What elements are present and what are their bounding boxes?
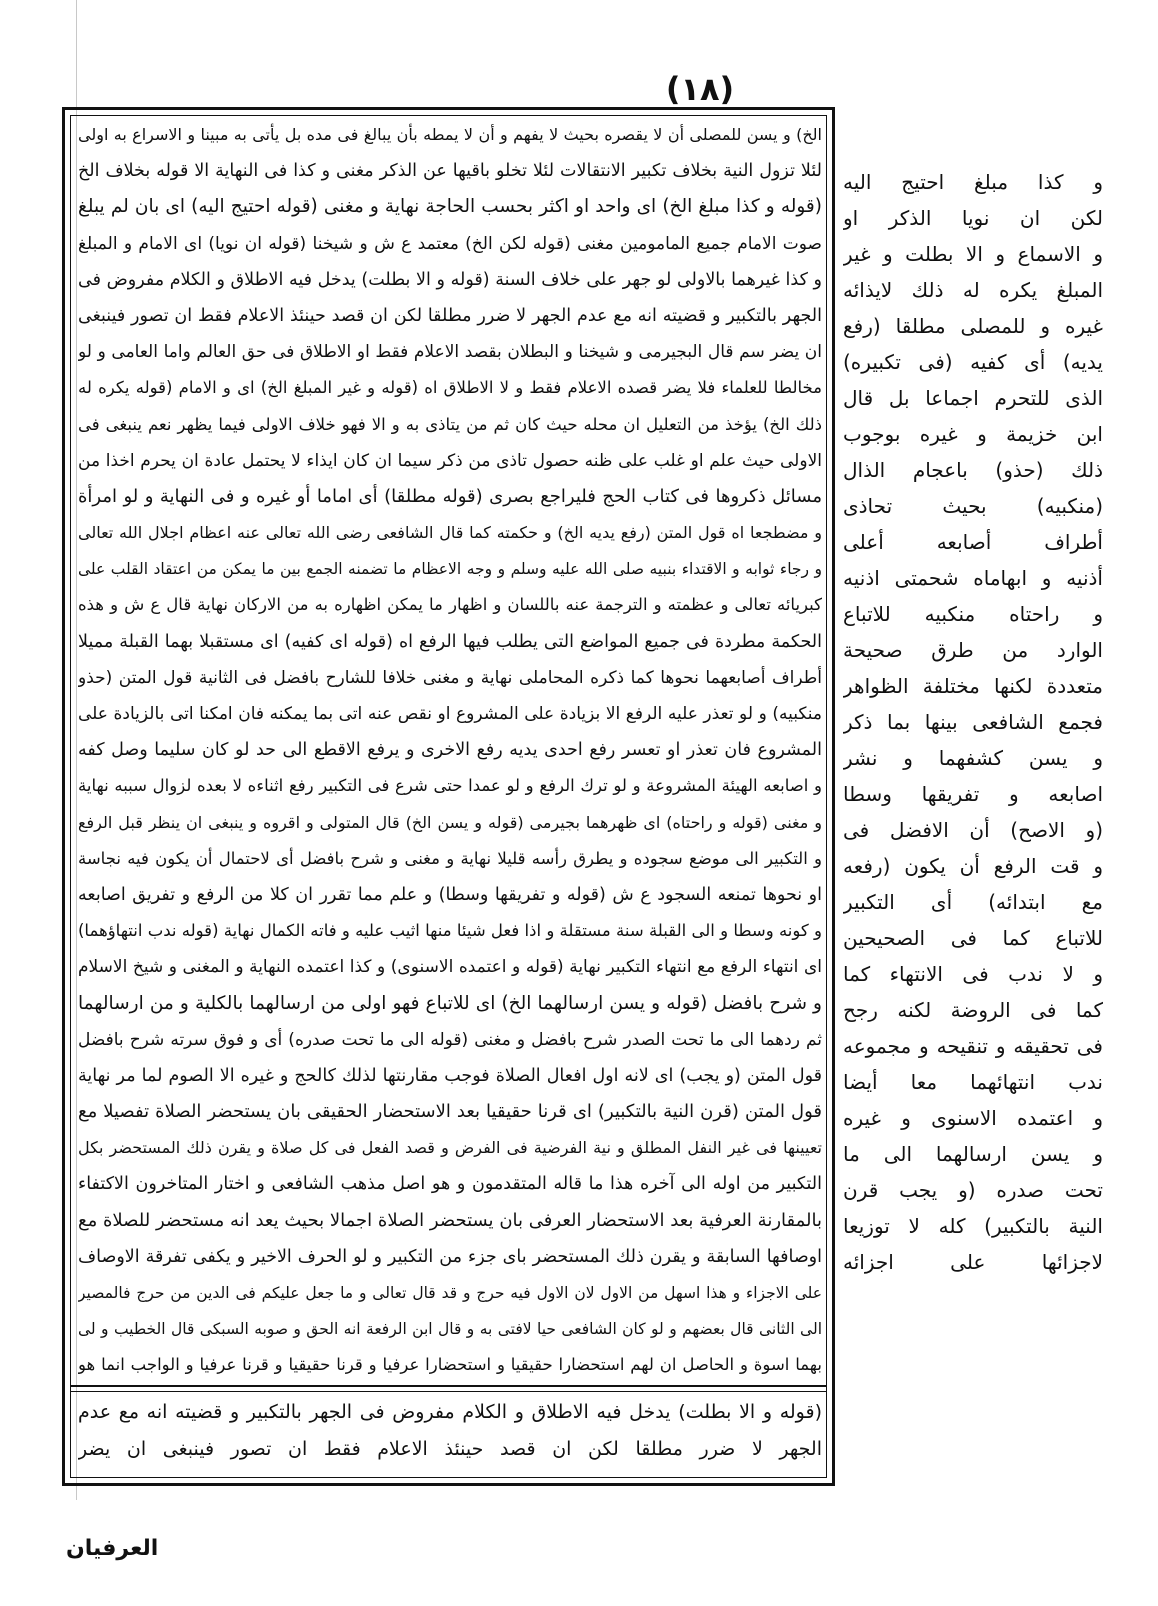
commentary-line: قول المتن (و يجب) اى لانه اول افعال الصلاة فوجب مقارنتها لذلك كالحج و غيره الا الصوم لما مر نهاية bbox=[78, 1065, 822, 1086]
matn-line: و الاسماع و الا بطلت و غير bbox=[843, 242, 1103, 266]
commentary-line: الى الثانى قال بعضهم و لو كان الشافعى حيا لافتى به و قال ابن الرفعة انه الحق و صوبه السبكى قال الخطيب و لى bbox=[78, 1320, 822, 1339]
matn-line: و يسن ارسالهما الى ما bbox=[843, 1142, 1103, 1166]
commentary-line: أطراف أصابعهما نحوها كما ذكره المحاملى نهاية و مغنى خلافا للشارح بافضل فى الثانية قول المتن (حذو bbox=[78, 667, 822, 688]
commentary-line: الاولى حيث علم او غلب على ظنه حصول تاذى من ذكر سيما ان كان ايذاء لا يحتمل عادة ان يحرم اخذا من bbox=[78, 450, 822, 471]
footnote-separator-thin bbox=[70, 1391, 827, 1392]
matn-line: فى تحقيقه و تنقيحه و مجموعه bbox=[843, 1034, 1103, 1058]
commentary-line: تعيينها فى غير النفل المطلق و نية الفرضية فى الفرض و قصد الفعل فى كل صلاة و يقرن ذلك المستحضر بكل bbox=[78, 1138, 822, 1158]
commentary-line: المشروع فان تعذر او تعسر رفع احدى يديه رفع الاخرى و يرفع الاقطع الى حد لو كان سليما وصل كفه bbox=[78, 740, 822, 761]
matn-line: لاجزائها على اجزائه bbox=[843, 1250, 1103, 1274]
commentary-line: و رجاء ثوابه و الاقتداء بنبيه صلى الله عليه وسلم و وجه الاعظام ما تضمنه الجمع بين ما يمكن من اعتقاد القلب على bbox=[78, 560, 822, 579]
commentary-line: او نحوها تمنعه السجود ع ش (قوله و تفريقها وسطا) و علم مما تقرر ان كلا من الرفع و تفريق اصابعه bbox=[78, 884, 822, 905]
commentary-body bbox=[78, 117, 822, 1384]
commentary-line: و اصابعه الهيئة المشروعة و لو ترك الرفع و لو عمدا حتى شرع فى التكبير رفع اثناءه لا بعده لزوال سببه نهاية bbox=[78, 776, 822, 796]
commentary-line: منكبيه) و لو تعذر عليه الرفع الا بزيادة على المشروع او نقص عنه اتى بما يمكنه فان امكنا اتى بالزيادة على bbox=[78, 704, 822, 724]
footnote-separator bbox=[70, 1385, 827, 1387]
matn-line: ندب انتهائهما معا أيضا bbox=[843, 1070, 1103, 1094]
matn-line: أذنيه و ابهاماه شحمتى اذنيه bbox=[843, 566, 1103, 590]
commentary-line: ذلك الخ) يؤخذ من التعليل ان محله حيث كان ثم من يتاذى به و الا فهو خلاف الاولى فيما يظهر نعم ينبغى فى bbox=[78, 414, 822, 434]
commentary-line: و كونه وسطا و الى القبلة سنة مستقلة و اذا فعل شيئا منها اثيب عليه و فاته الكمال نهاية (قوله ندب انتهاؤهما) bbox=[78, 921, 822, 941]
page-number: (١٨) bbox=[665, 70, 735, 108]
commentary-line: مخالطا للعلماء فلا يضر قصده الاعلام فقط و لا الاطلاق اه (قوله و غير المبلغ الخ) اى و الامام (قوله يكره له bbox=[78, 378, 822, 398]
commentary-line: الجهر بالتكبير و قضيته انه مع عدم الجهر لا ضرر مطلقا لكن ان قصد حينئذ الاعلام فقط ان تصور فينبغى bbox=[78, 305, 822, 326]
commentary-line: صوت الامام جميع المامومين مغنى (قوله لكن الخ) معتمد ع ش و شيخنا (قوله ان نويا) اى الامام و المبلغ bbox=[78, 233, 822, 254]
matn-line: غيره و للمصلى مطلقا (رفع bbox=[843, 314, 1103, 338]
commentary-line: كبريائه تعالى و عظمته و الترجمة عنه باللسان و اظهار ما يمكن اظهاره به من الاركان نهاية قال ع ش و هذه bbox=[78, 595, 822, 615]
matn-line: (منكبيه) بحيث تحاذى bbox=[843, 494, 1103, 518]
commentary-line: قول المتن (قرن النية بالتكبير) اى قرنا حقيقيا بعد الاستحضار الحقيقى بان يستحضر الصلاة تفصيلا مع bbox=[78, 1101, 822, 1123]
commentary-line: ثم ردهما الى ما تحت الصدر شرح بافضل و مغنى (قوله الى ما تحت صدره) أى و فوق سرته شرح بافضل bbox=[78, 1029, 822, 1050]
matn-line: و لا ندب فى الانتهاء كما bbox=[843, 962, 1103, 986]
commentary-line: الحكمة مطردة فى جميع المواضع التى يطلب فيها الرفع اه (قوله اى كفيه) اى مستقبلا بهما القبلة مميلا bbox=[78, 631, 822, 652]
matn-line: و اعتمده الاسنوى و غيره bbox=[843, 1106, 1103, 1130]
matn-line: و راحتاه منكبيه للاتباع bbox=[843, 602, 1103, 626]
commentary-line: مسائل ذكروها فى كتاب الحج فليراجع بصرى (قوله مطلقا) أى اماما أو غيره و فى النهاية و لو امرأة bbox=[78, 485, 822, 507]
commentary-line: التكبير من اوله الى آخره هذا ما قاله المتقدمون و هو اصل مذهب الشافعى و اختار المتاخرون الاكتفاء bbox=[78, 1174, 822, 1195]
matn-line: فجمع الشافعى بينها بما ذكر bbox=[843, 710, 1103, 734]
commentary-line: اى انتهاء الرفع مع انتهاء التكبير نهاية (قوله و اعتمده الاسنوى) و كذا اعتمده النهاية و المغنى و شيخ الاسلام bbox=[78, 957, 822, 978]
matn-line: مع ابتدائه) أى التكبير bbox=[843, 890, 1103, 914]
matn-line: كما فى الروضة لكنه رجح bbox=[843, 998, 1103, 1022]
matn-line: للاتباع كما فى الصحيحين bbox=[843, 926, 1103, 950]
matn-margin-column bbox=[843, 164, 1103, 1282]
matn-line: و كذا مبلغ احتيج اليه bbox=[843, 170, 1103, 194]
commentary-line: بالمقارنة العرفية بعد الاستحضار العرفى بان يستحضر الصلاة اجمالا بحيث يعد انه مستحضر للصلاة مع bbox=[78, 1209, 822, 1231]
footnote-line: الجهر لا ضرر مطلقا لكن ان قصد حينئذ الاعلام فقط ان تصور فينبغى ان يضر bbox=[78, 1438, 822, 1460]
matn-line: تحت صدره (و يجب قرن bbox=[843, 1178, 1103, 1202]
matn-line: المبلغ يكره له ذلك لايذائه bbox=[843, 278, 1103, 302]
matn-line: متعددة لكنها مختلفة الظواهر bbox=[843, 674, 1103, 698]
commentary-line: و كذا غيرهما بالاولى لو جهر على خلاف السنة (قوله و الا بطلت) يدخل فيه الاطلاق و الكلام مفروض فى bbox=[78, 269, 822, 290]
matn-line: يديه) أى كفيه (فى تكبيره) bbox=[843, 350, 1103, 374]
commentary-line: على الاجزاء و هذا اسهل من الاول لان الاول فيه حرج و قد قال تعالى و ما جعل عليكم فى الدين من حرج فالمصير bbox=[78, 1284, 822, 1302]
footnote-line: (قوله و الا بطلت) يدخل فيه الاطلاق و الكلام مفروض فى الجهر بالتكبير و قضيته انه مع عدم bbox=[78, 1401, 822, 1423]
commentary-line: و مغنى (قوله و راحتاه) اى ظهرهما بجيرمى (قوله و يسن الخ) قال المتولى و اقروه و ينبغى ان ينظر قبل الرفع bbox=[78, 812, 822, 832]
matn-line: و يسن كشفهما و نشر bbox=[843, 746, 1103, 770]
matn-line: الذى للتحرم اجماعا بل قال bbox=[843, 386, 1103, 410]
matn-line: اصابعه و تفريقها وسطا bbox=[843, 782, 1103, 806]
footnote-body bbox=[78, 1394, 822, 1474]
matn-line: الوارد من طرق صحيحة bbox=[843, 638, 1103, 662]
matn-line: أطراف أصابعه أعلى bbox=[843, 530, 1103, 554]
publisher-footer: العرفيان bbox=[66, 1536, 159, 1561]
matn-line: لكن ان نويا الذكر او bbox=[843, 206, 1103, 230]
commentary-line: لئلا تزول النية بخلاف تكبير الانتقالات لئلا تخلو باقيها عن الذكر مغنى و كذا فى النهاية الا قوله بخلاف الخ bbox=[78, 161, 822, 182]
commentary-line: و التكبير الى موضع سجوده و يطرق رأسه قليلا نهاية و مغنى و شرح بافضل أى لاحتمال أن يكون فيه نجاسة bbox=[78, 848, 822, 868]
commentary-line: (قوله و كذا مبلغ الخ) اى واحد او اكثر بحسب الحاجة نهاية و مغنى (قوله احتيج اليه) اى بان لم يبلغ bbox=[78, 196, 822, 218]
commentary-line: و شرح بافضل (قوله و يسن ارسالهما الخ) اى للاتباع فهو اولى من ارسالهما بالكلية و من ارسالهما bbox=[78, 992, 822, 1014]
matn-line: و قت الرفع أن يكون (رفعه bbox=[843, 854, 1103, 878]
commentary-line: و مضطجعا اه قول المتن (رفع يديه الخ) و حكمته كما قال الشافعى رضى الله تعالى عنه اعظام اجلال الله تعالى bbox=[78, 523, 822, 543]
commentary-line: بهما اسوة و الحاصل ان لهم استحضارا حقيقيا و استحضارا عرفيا و قرنا حقيقيا و قرنا عرفيا و الواجب انما هو bbox=[78, 1355, 822, 1375]
matn-line: (و الاصح) أن الافضل فى bbox=[843, 818, 1103, 842]
commentary-line: اوصافها السابقة و يقرن ذلك المستحضر باى جزء من التكبير و لو الحرف الاخير و يكفى تفرقة الاوصاف bbox=[78, 1246, 822, 1267]
commentary-line: الخ) و يسن للمصلى أن لا يقصره بحيث لا يفهم و أن لا يمطه بأن يبالغ فى مده بل يأتى به مبينا و الاسراع به اولى bbox=[78, 125, 822, 144]
matn-line: النية بالتكبير) كله لا توزيعا bbox=[843, 1214, 1103, 1238]
commentary-line: ان يضر سم قال البجيرمى و شيخنا و البطلان بقصد الاعلام فقط او الاطلاق فى حق العالم واما العامى و لو bbox=[78, 342, 822, 363]
matn-line: ذلك (حذو) باعجام الذال bbox=[843, 458, 1103, 482]
matn-line: ابن خزيمة و غيره بوجوب bbox=[843, 422, 1103, 446]
